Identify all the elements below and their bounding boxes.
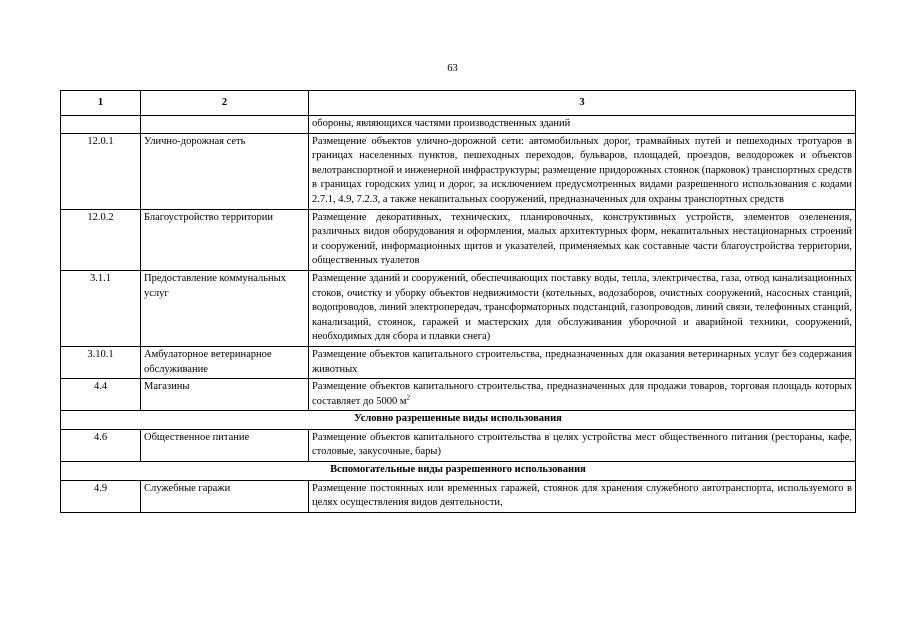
section-row-auxiliary bbox=[61, 462, 856, 481]
page-number: 63 bbox=[447, 63, 458, 74]
row-name: Амбулаторное ветеринарное обслуживание bbox=[141, 346, 309, 378]
row-name bbox=[141, 116, 309, 134]
table-row bbox=[61, 429, 856, 461]
land-use-table bbox=[60, 90, 856, 513]
superscript-exponent: 2 bbox=[406, 393, 410, 402]
row-name: Благоустройство территории bbox=[141, 209, 309, 270]
table-row bbox=[61, 379, 856, 411]
row-name: Общественное питание bbox=[141, 429, 309, 461]
row-code bbox=[61, 116, 141, 134]
row-code: 4.9 bbox=[61, 480, 141, 512]
row-description: Размещение постоянных или временных гаражей, стоянок для хранения служебного автотранспорта, используемого в целях осуществления видов деятельности, bbox=[309, 480, 856, 512]
section-title: Вспомогательные виды разрешенного использования bbox=[61, 462, 856, 481]
row-description: Размещение зданий и сооружений, обеспечивающих поставку воды, тепла, электричества, газа, отвод канализационных стоков, очистку и уборку объектов недвижимости (котельных, водозаборов, очистных сооружений, насосных станций, водопроводов, линий электропередач, трансформаторных подстанций, газопроводов, линий связи, телефонных станций, канализаций, стоянок, гаражей и мастерских для обслуживания уборочной и аварийной техники, сооружений, необходимых для сбора и плавки снега) bbox=[309, 270, 856, 346]
header-col-1: 1 bbox=[61, 91, 141, 116]
table-row bbox=[61, 209, 856, 270]
table-row bbox=[61, 480, 856, 512]
row-description: Размещение декоративных, технических, планировочных, конструктивных устройств, элементов озеленения, различных видов оборудования и оформления, малых архитектурных форм, некапитальных нестационарных строений и сооружений, информационных щитов и указателей, применяемых как составные части благоустройства территории, общественных туалетов bbox=[309, 209, 856, 270]
row-description: обороны, являющихся частями производственных зданий bbox=[309, 116, 856, 134]
row-code: 12.0.2 bbox=[61, 209, 141, 270]
row-code: 4.4 bbox=[61, 379, 141, 411]
header-col-2: 2 bbox=[141, 91, 309, 116]
row-name: Магазины bbox=[141, 379, 309, 411]
section-row-conditional bbox=[61, 411, 856, 430]
section-title: Условно разрешенные виды использования bbox=[61, 411, 856, 430]
row-name: Предоставление коммунальных услуг bbox=[141, 270, 309, 346]
table-row bbox=[61, 346, 856, 378]
table-row bbox=[61, 133, 856, 209]
row-code: 4.6 bbox=[61, 429, 141, 461]
row-description: Размещение объектов капитального строительства, предназначенных для оказания ветеринарных услуг без содержания животных bbox=[309, 346, 856, 378]
header-col-3: 3 bbox=[309, 91, 856, 116]
row-description bbox=[309, 379, 856, 411]
row-code: 3.10.1 bbox=[61, 346, 141, 378]
row-description: Размещение объектов улично-дорожной сети: автомобильных дорог, трамвайных путей и пешеходных тротуаров в границах населенных пунктов, пешеходных переходов, бульваров, площадей, проездов, велодорожек и объектов велотранспортной и инженерной инфраструктуры; размещение придорожных стоянок (парковок) транспортных средств в границах городских улиц и дорог, за исключением предусмотренных видами разрешенного использования с кодами 2.7.1, 4.9, 7.2.3, а также некапитальных сооружений, предназначенных для охраны транспортных средств bbox=[309, 133, 856, 209]
row-name: Улично-дорожная сеть bbox=[141, 133, 309, 209]
row-name: Служебные гаражи bbox=[141, 480, 309, 512]
table-row bbox=[61, 270, 856, 346]
table-row bbox=[61, 116, 856, 134]
row-code: 3.1.1 bbox=[61, 270, 141, 346]
row-description-text: Размещение объектов капитального строительства, предназначенных для продажи товаров, торговая площадь которых составляет до 5000 м bbox=[312, 381, 852, 407]
header-row bbox=[61, 91, 856, 116]
row-code: 12.0.1 bbox=[61, 133, 141, 209]
row-description: Размещение объектов капитального строительства в целях устройства мест общественного питания (рестораны, кафе, столовые, закусочные, бары) bbox=[309, 429, 856, 461]
